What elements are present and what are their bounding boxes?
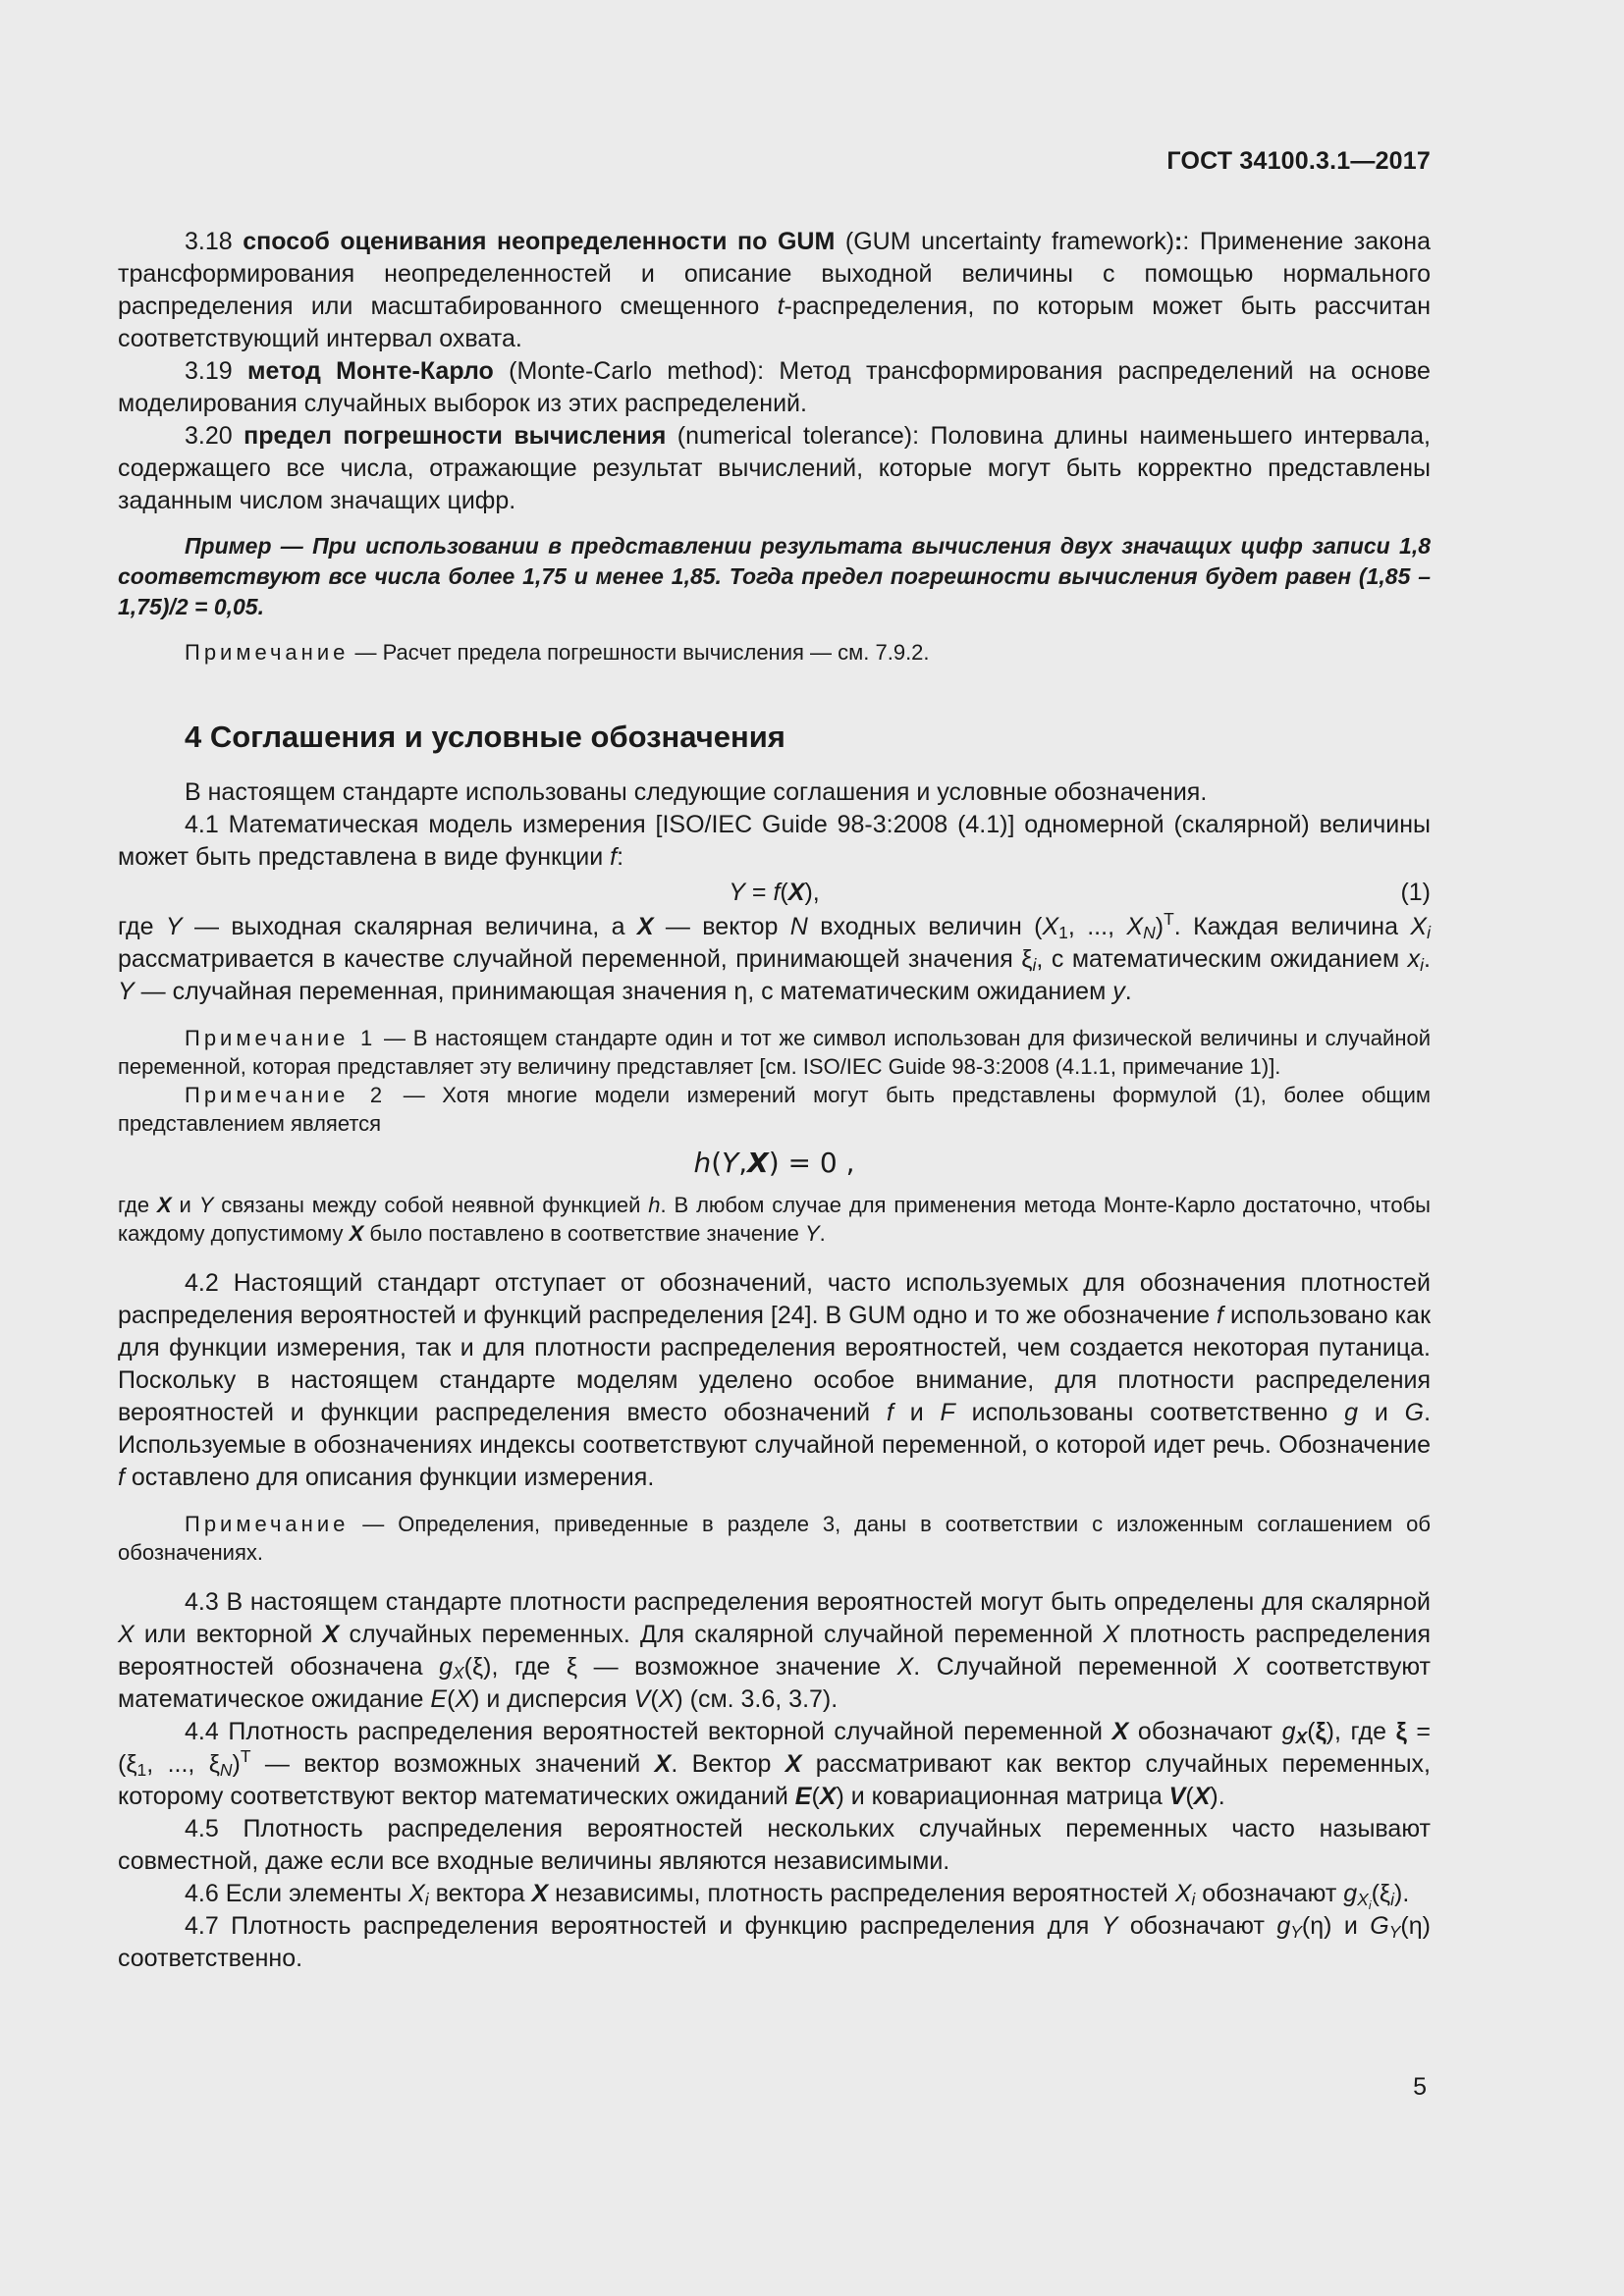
note-4-1-2: Примечание 2 — Хотя многие модели измерений могут быть представлены формулой (1), более общим представлением является	[118, 1083, 1432, 1136]
note-3-20: Примечание — Расчет предела погрешности вычисления — см. 7.9.2.	[185, 640, 930, 665]
example-block: Пример — При использовании в представлении результата вычисления двух значащих цифр записи 1,8 соответствуют все числа более 1,75 и менее 1,85. Тогда предел погрешности вычисления будет равен (1,85 – 1,75)/2 = 0,05.	[118, 533, 1431, 619]
formula-implicit-explanation: где X и Y связаны между собой неявной функцией h. В любом случае для применения метода Монте-Карло достаточно, чтобы каждому допустимому X было поставлено в соответствие значение Y.	[118, 1193, 1431, 1246]
clause-4-7: 4.7 Плотность распределения вероятностей и функцию распределения для Y обозначают $g_Y(\eta)$ и $G_Y(\eta)$ соответственно.	[118, 1912, 1431, 1972]
clause-4-1: 4.1 Математическая модель измерения [ISO/IEC Guide 98-3:2008 (4.1)] одномерной (скалярной) величины может быть представлена в виде функции f:	[118, 811, 1431, 871]
formula-implicit: h(Y,X) = 0 ,	[693, 1147, 855, 1179]
clause-3-18: 3.18 способ оценивания неопределенности по GUM (GUM uncertainty framework):: Применение закона трансформирования неопределенностей и описание выходной величины с помощью нормального распределения или масштабированного смещенного t-распределения, по которым может быть рассчитан соответствующий интервал охвата.	[118, 228, 1431, 352]
clause-3-20: 3.20 предел погрешности вычисления (numerical tolerance): Половина длины наименьшего интервала, содержащего все числа, отражающие результат вычислений, которые могут быть корректно представлены заданным числом значащих цифр.	[118, 422, 1431, 514]
clause-4-2: 4.2 Настоящий стандарт отступает от обозначений, часто используемых для обозначения плотностей распределения вероятностей и функций распределения [24]. В GUM одно и то же обозначение f использовано как для функции измерения, так и для плотности распределения вероятностей, чем создается некоторая путаница. Поскольку в настоящем стандарте моделям уделено особое внимание, для плотности распределения вероятностей и функции распределения вместо обозначений f и F использованы соответственно g и G. Используемые в обозначениях индексы соответствуют случайной переменной, о которой идет речь. Обозначение f оставлено для описания функции измерения.	[118, 1269, 1432, 1491]
page-number: 5	[1413, 2073, 1427, 2101]
clause-4-3: 4.3 В настоящем стандарте плотности распределения вероятностей могут быть определены для скалярной X или векторной X случайных переменных. Для скалярной случайной переменной X плотность распределения вероятностей обозначена $g_X(\xi)$, где ξ — возможное значение X. Случайной переменной X соответствуют математическое ожидание E(X) и дисперсия V(X) (см. 3.6, 3.7).	[118, 1588, 1432, 1713]
clause-4-5: 4.5 Плотность распределения вероятностей нескольких случайных переменных часто называют совместной, даже если все входные величины являются независимыми.	[118, 1815, 1431, 1875]
note-4-1-1: Примечание 1 — В настоящем стандарте один и тот же символ использован для физической величины и случайной переменной, которая представляет эту величину представляет [см. ISO/IEC Guide 98-3:2008 (4.1.1, примечание 1)].	[118, 1026, 1431, 1079]
formula-1-number: (1)	[1400, 879, 1431, 906]
clause-4-4: 4.4 Плотность распределения вероятностей векторной случайной переменной X обозначают $g_X(\xi)$, где $\xi = (\xi_1$, ..., $\xi_N)^T$ — вектор возможных значений X. Вектор X рассматривают как вектор случайных переменных, которому соответствуют вектор математических ожиданий E(X) и ковариационная матрица V(X).	[118, 1718, 1431, 1810]
document-header-id: ГОСТ 34100.3.1—2017	[1166, 147, 1431, 175]
formula-1-explanation: где Y — выходная скалярная величина, а X — вектор N входных величин ($X_1$, ..., $X_N)^T$. Каждая величина $X_i$ рассматривается в качестве случайной переменной, принимающей значения $\xi_i$, с математическим ожиданием $x_i$. Y — случайная переменная, принимающая значения η, с математическим ожиданием y.	[118, 909, 1431, 1005]
formula-1-expression: Y = f(X),	[729, 879, 820, 906]
clause-4-6: 4.6 Если элементы $X_i$ вектора X независимы, плотность распределения вероятностей $X_i$ обозначают $g_{X_i}(\xi_i)$.	[185, 1880, 1410, 1912]
document-body	[118, 226, 1431, 1975]
section-4-heading: 4 Соглашения и условные обозначения	[185, 720, 785, 754]
section-4-intro: В настоящем стандарте использованы следующие соглашения и условные обозначения.	[185, 778, 1208, 806]
clause-3-19: 3.19 метод Монте-Карло (Monte-Carlo method): Метод трансформирования распределений на основе моделирования случайных выборок из этих распределений.	[118, 357, 1431, 417]
note-4-2: Примечание — Определения, приведенные в разделе 3, даны в соответствии с изложенным соглашением об обозначениях.	[118, 1512, 1431, 1565]
formula-1	[118, 874, 1431, 911]
